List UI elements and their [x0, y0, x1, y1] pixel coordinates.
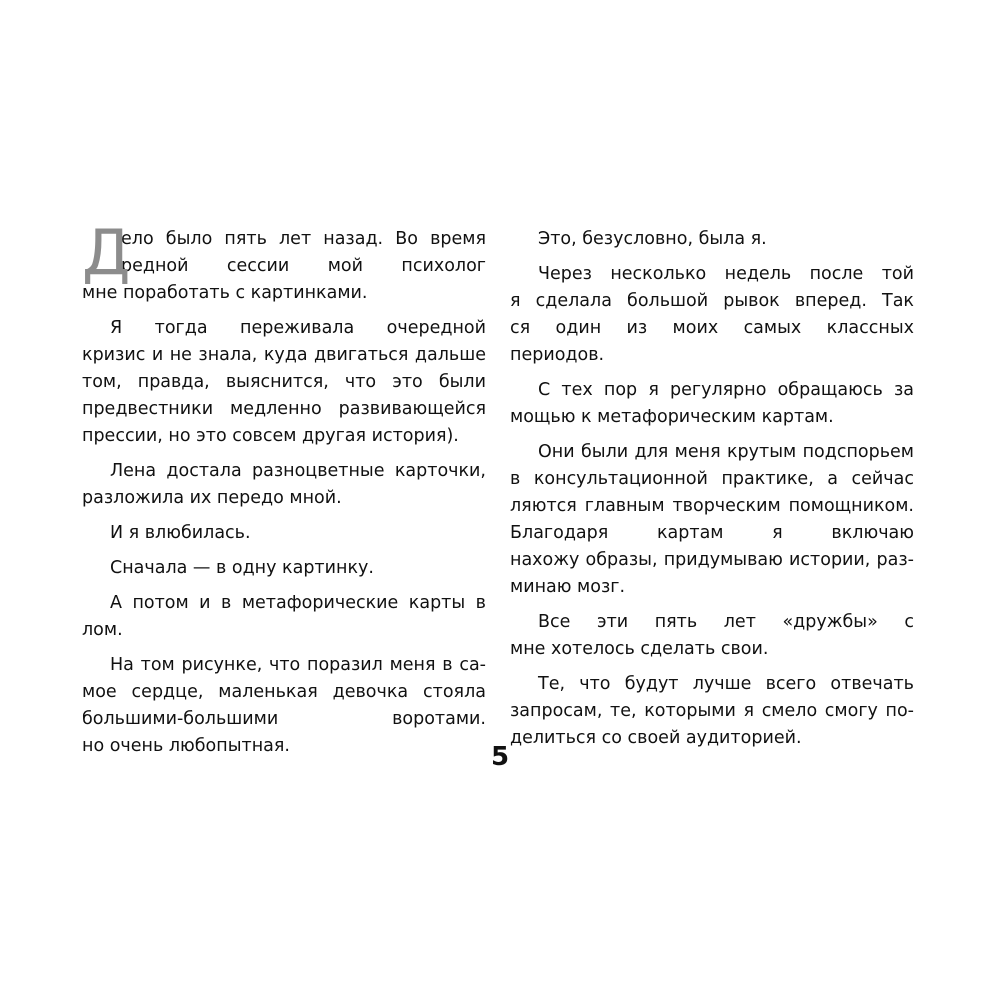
- text-line: Лена достала разноцветные карточки,: [110, 461, 486, 481]
- text-line: мне хотелось сделать свои.: [510, 639, 769, 659]
- text-line: но очень любопытная.: [82, 736, 290, 756]
- text-line: нахожу образы, придумываю истории, раз-: [510, 550, 914, 570]
- text-line: ся один из моих самых классных: [510, 318, 914, 338]
- text-line: минаю мозг.: [510, 577, 626, 597]
- text-line: И я влюбилась.: [110, 523, 251, 543]
- text-line: кризис и не знала, куда двигаться дальше: [82, 345, 486, 365]
- text-line: редной сессии мой психолог: [121, 256, 486, 276]
- text-line: мое сердце, маленькая девочка стояла: [82, 682, 486, 702]
- text-line: Все эти пять лет «дружбы» с: [538, 612, 914, 632]
- text-line: разложила их передо мной.: [82, 488, 342, 508]
- text-line: ляются главным творческим помощником.: [510, 496, 914, 516]
- text-line: ело было пять лет назад. Во время: [121, 229, 486, 249]
- text-line: Через несколько недель после той: [538, 264, 914, 284]
- text-line: большими-большими воротами.: [82, 709, 486, 729]
- text-line: С тех пор я регулярно обращаюсь за: [538, 380, 914, 400]
- text-line: мощью к метафорическим картам.: [510, 407, 834, 427]
- text-line: А потом и в метафорические карты в: [110, 593, 486, 613]
- text-line: я сделала большой рывок вперед. Так: [510, 291, 914, 311]
- text-line: лом.: [82, 620, 123, 640]
- page-number: 5: [490, 742, 510, 772]
- text-line: Это, безусловно, была я.: [538, 229, 767, 249]
- right-column: [510, 226, 914, 752]
- text-line: прессии, но это совсем другая история).: [82, 426, 459, 446]
- text-line: Они были для меня крутым подспорьем: [538, 442, 914, 462]
- text-line: Сначала — в одну картинку.: [110, 558, 374, 578]
- text-line: Благодаря картам я включаю: [510, 523, 914, 543]
- text-line: мне поработать с картинками.: [82, 283, 368, 303]
- left-column: [82, 216, 486, 760]
- text-line: делиться со своей аудиторией.: [510, 728, 802, 748]
- text-line: предвестники медленно развивающейся: [82, 399, 486, 419]
- text-line: На том рисунке, что поразил меня в са-: [110, 655, 486, 675]
- text-line: Я тогда переживала очередной: [110, 318, 486, 338]
- text-line: периодов.: [510, 345, 605, 365]
- text-line: том, правда, выяснится, что это были: [82, 372, 486, 392]
- text-line: в консультационной практике, а сейчас: [510, 469, 914, 489]
- text-line: Те, что будут лучше всего отвечать: [538, 674, 914, 694]
- drop-cap-letter: Д: [82, 216, 131, 289]
- text-line: запросам, те, которыми я смело смогу по-: [510, 701, 914, 721]
